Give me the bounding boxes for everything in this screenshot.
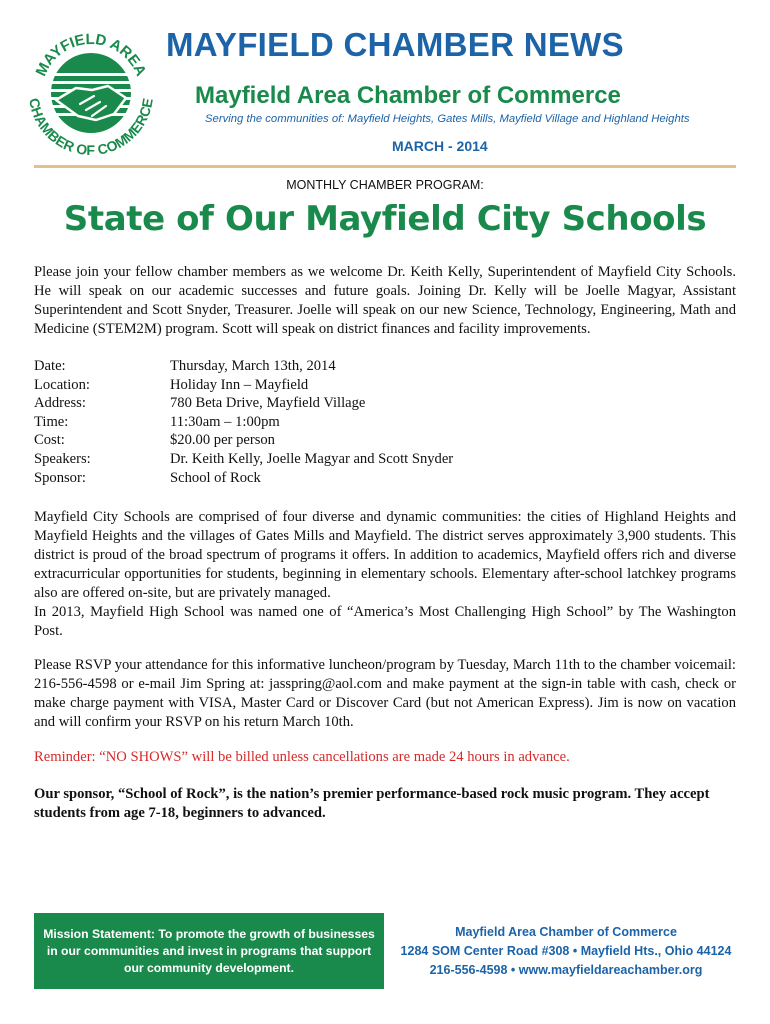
detail-label: Date: bbox=[34, 358, 66, 374]
about-paragraph: Mayfield City Schools are comprised of four diverse and dynamic communities: the cities of Highland Heights and Mayfield Heights and the villages of Gates Mills and Mayfield. The district serves approximately 3,900 students. This district is proud of the broad spectrum of programs it offers. In addition to academics, Mayfield offers rich and diverse extracurricular opportunities for students, beginning in elementary schools. Elementary after-school latchkey programs also are offered on-site, but are privately managed. bbox=[34, 509, 736, 601]
event-details bbox=[34, 357, 736, 487]
intro-paragraph: Please join your fellow chamber members as we welcome Dr. Keith Kelly, Superintendent of Mayfield City Schools. He will speak on our academic successes and future goals. Joining Dr. Kelly will be Joelle Magyar, Assistant Superintendent and Scott Snyder, Treasurer. Joelle will speak on our new Science, Technology, Engineering, Math and Medicine (STEM2M) program. Scott will speak on district finances and facility improvements. bbox=[34, 264, 736, 337]
detail-label: Speakers: bbox=[34, 450, 91, 467]
detail-label: Location: bbox=[34, 376, 90, 393]
detail-value: 11:30am – 1:00pm bbox=[170, 413, 280, 430]
program-headline: State of Our Mayfield City Schools bbox=[63, 199, 707, 239]
detail-value: Dr. Keith Kelly, Joelle Magyar and Scott Snyder bbox=[170, 450, 454, 467]
contact-block bbox=[388, 923, 744, 980]
header-divider bbox=[34, 165, 736, 168]
logo-ring-bottom-text: CHAMBER OF COMMERCE bbox=[26, 96, 156, 159]
newsletter-title: MAYFIELD CHAMBER NEWS bbox=[166, 26, 624, 63]
about-schools bbox=[34, 508, 736, 641]
detail-row-address bbox=[34, 394, 736, 413]
detail-value: Holiday Inn – Mayfield bbox=[170, 376, 309, 393]
detail-row-location bbox=[34, 376, 736, 395]
detail-label: Time: bbox=[34, 413, 69, 430]
detail-row-date bbox=[34, 357, 736, 376]
detail-label: Sponsor: bbox=[34, 469, 86, 486]
detail-label: Address: bbox=[34, 395, 86, 412]
logo-ring-top-text: MAYFIELD AREA bbox=[32, 30, 150, 79]
detail-row-sponsor bbox=[34, 469, 736, 488]
contact-phone-web: 216-556-4598 • www.mayfieldareachamber.org bbox=[429, 963, 703, 977]
rsvp-paragraph: Please RSVP your attendance for this informative luncheon/program by Tuesday, March 11th to the chamber voicemail: 216-556-4598 or e-mail Jim Spring at: jasspring@aol.com and make payment at the sign-in table with cash, check or make charge payment with VISA, Master Card or Discover Card (but not American Express). Jim is now on vacation and will confirm your RSVP on his return March 10th. bbox=[34, 657, 736, 730]
sponsor-paragraph: Our sponsor, “School of Rock”, is the nation’s premier performance-based rock music program. They accept students from age 7-18, beginners to advanced. bbox=[34, 786, 710, 821]
no-show-reminder: Reminder: “NO SHOWS” will be billed unless cancellations are made 24 hours in advance. bbox=[34, 749, 570, 765]
detail-label: Cost: bbox=[34, 432, 65, 449]
detail-row-time bbox=[34, 413, 736, 432]
mission-text: Mission Statement: To promote the growth of businesses in our communities and invest in programs that support our community development. bbox=[43, 926, 375, 975]
contact-address: 1284 SOM Center Road #308 • Mayfield Hts., Ohio 44124 bbox=[400, 944, 732, 958]
issue-date: MARCH - 2014 bbox=[392, 138, 488, 154]
masthead-tagline: Serving the communities of: Mayfield Heights, Gates Mills, Mayfield Village and Highland Heights bbox=[205, 113, 690, 125]
organization-name: Mayfield Area Chamber of Commerce bbox=[195, 82, 621, 109]
contact-name: Mayfield Area Chamber of Commerce bbox=[455, 925, 677, 939]
detail-row-speakers bbox=[34, 450, 736, 469]
detail-value: $20.00 per person bbox=[170, 432, 275, 449]
detail-value: School of Rock bbox=[170, 469, 261, 486]
program-label: MONTHLY CHAMBER PROGRAM: bbox=[286, 178, 484, 192]
chamber-logo bbox=[16, 18, 166, 168]
mission-statement bbox=[34, 913, 384, 989]
detail-row-cost bbox=[34, 431, 736, 450]
detail-value: Thursday, March 13th, 2014 bbox=[170, 358, 336, 374]
detail-value: 780 Beta Drive, Mayfield Village bbox=[170, 395, 366, 412]
award-paragraph: In 2013, Mayfield High School was named one of “America’s Most Challenging High School” by The Washington Post. bbox=[34, 604, 736, 639]
